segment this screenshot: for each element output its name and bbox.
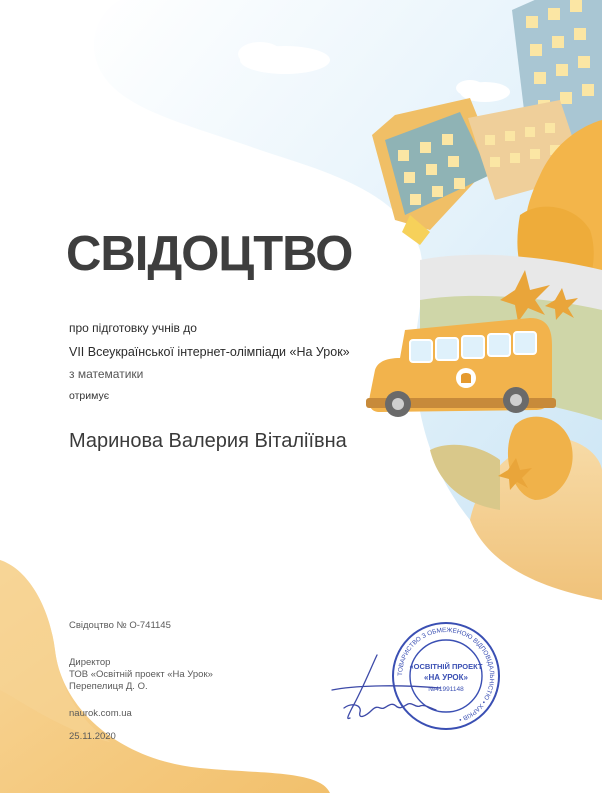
director-block: [69, 657, 213, 693]
website-link[interactable]: naurok.com.ua: [69, 708, 132, 719]
olympiad-name: VІІ Всеукраїнської інтернет-олімпіади «На Урок»: [69, 345, 350, 359]
director-name: Перепелиця Д. О.: [69, 681, 148, 692]
recipient-name: Маринова Валерия Віталіївна: [69, 430, 347, 452]
school-bus: [366, 318, 556, 417]
subject-text: з математики: [69, 367, 144, 381]
stamp-line2: «НА УРОК»: [424, 673, 468, 682]
company-name: ТОВ «Освітній проект «На Урок»: [69, 669, 213, 680]
stamp-line1: «ОСВІТНІЙ ПРОЕКТ: [409, 662, 483, 671]
issue-date: 25.11.2020: [69, 731, 116, 742]
preparation-text: про підготовку учнів до: [69, 321, 197, 335]
director-signature: [322, 650, 452, 730]
receives-text: отримує: [69, 390, 110, 402]
certificate-title: СВІДОЦТВО: [66, 227, 353, 281]
stamp-code: №41991148: [428, 686, 464, 693]
stamp-outer-text: ТОВАРИСТВО З ОБМЕЖЕНОЮ ВІДПОВІДАЛЬНІСТЮ • ХАРКІВ •: [396, 626, 496, 723]
director-title: Директор: [69, 657, 111, 668]
certificate-number: Свідоцтво № О-741145: [69, 620, 171, 631]
